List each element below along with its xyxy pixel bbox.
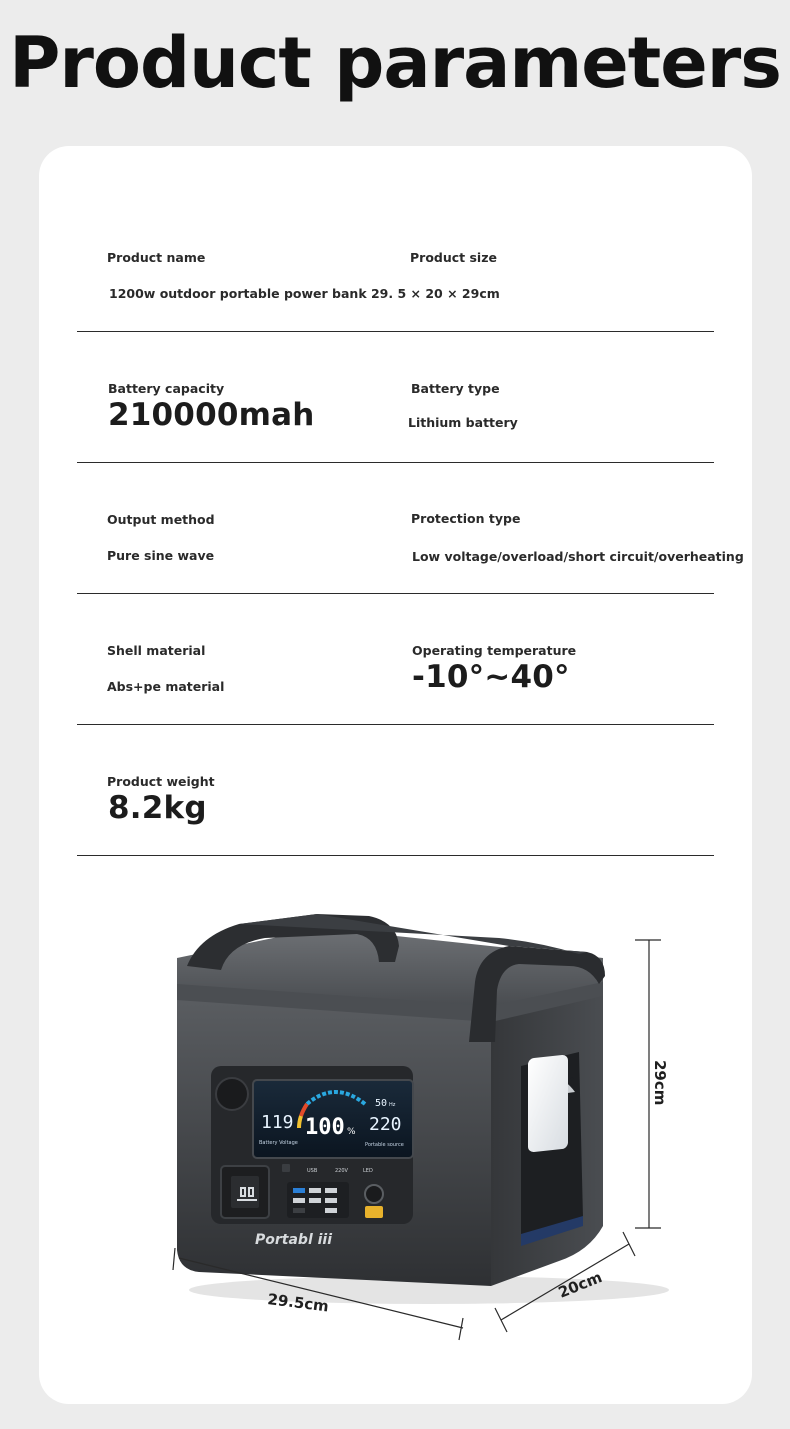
param-value: Low voltage/overload/short circuit/overheating xyxy=(412,549,744,564)
param-label: Product name xyxy=(107,250,206,265)
led-lamp xyxy=(528,1054,568,1152)
param-label: Battery type xyxy=(411,381,500,396)
param-product-weight xyxy=(107,724,397,855)
param-product-size xyxy=(410,200,715,331)
button-220v-label: 220V xyxy=(335,1168,348,1174)
param-value: 8.2kg xyxy=(108,790,207,826)
dimension-depth-label: 20cm xyxy=(555,1268,605,1302)
param-value: -10°~40° xyxy=(412,659,570,695)
dc-port xyxy=(365,1185,383,1203)
param-value: Abs+pe material xyxy=(107,679,225,694)
param-row-5 xyxy=(77,724,714,856)
param-value: 210000mah xyxy=(108,397,315,433)
param-protection-type xyxy=(411,462,744,593)
param-label: Product weight xyxy=(107,774,215,789)
dimension-height-label: 29cm xyxy=(651,1060,669,1106)
param-row-3 xyxy=(77,462,744,594)
button-led-label: LED xyxy=(363,1168,373,1174)
product-illustration xyxy=(39,866,752,1386)
lcd-right-top: 50 xyxy=(375,1098,388,1109)
dimension-width-label: 29.5cm xyxy=(266,1290,330,1316)
param-value: Lithium battery xyxy=(408,415,518,430)
lcd-left-caption: Battery Voltage xyxy=(259,1140,298,1146)
param-row-4 xyxy=(77,593,714,725)
param-value: Pure sine wave xyxy=(107,548,215,563)
param-row-1 xyxy=(77,200,714,332)
lcd-right-top-unit: Hz xyxy=(389,1102,396,1108)
power-station-image xyxy=(39,866,752,1386)
button-usb-label: USB xyxy=(307,1168,318,1174)
param-label: Operating temperature xyxy=(412,643,577,658)
param-battery-capacity xyxy=(108,331,398,462)
param-shell-material xyxy=(107,593,397,724)
lcd-right-readout: 220 xyxy=(369,1114,402,1135)
param-value: 1200w outdoor portable power bank 29. 5 × 20 × 29cm xyxy=(109,286,500,301)
lcd-center-unit: % xyxy=(347,1127,356,1137)
page-title: Product parameters xyxy=(9,22,781,104)
param-output-method xyxy=(107,462,397,593)
param-battery-type xyxy=(408,331,713,462)
parameters-card xyxy=(39,146,752,1404)
param-row-2 xyxy=(77,331,714,463)
lcd-center-readout: 100 xyxy=(305,1115,345,1140)
power-knob xyxy=(216,1078,248,1110)
button-icon xyxy=(282,1164,290,1172)
lcd-right-caption: Portable source xyxy=(365,1142,404,1148)
param-label: Output method xyxy=(107,512,215,527)
param-label: Protection type xyxy=(411,511,521,526)
car-port xyxy=(365,1206,383,1218)
param-operating-temperature xyxy=(412,593,717,724)
param-label: Shell material xyxy=(107,643,206,658)
param-label: Battery capacity xyxy=(108,381,225,396)
lcd-left-readout: 119 xyxy=(261,1112,294,1133)
param-label: Product size xyxy=(410,250,497,265)
brand-logo: Portabl iii xyxy=(255,1232,333,1248)
